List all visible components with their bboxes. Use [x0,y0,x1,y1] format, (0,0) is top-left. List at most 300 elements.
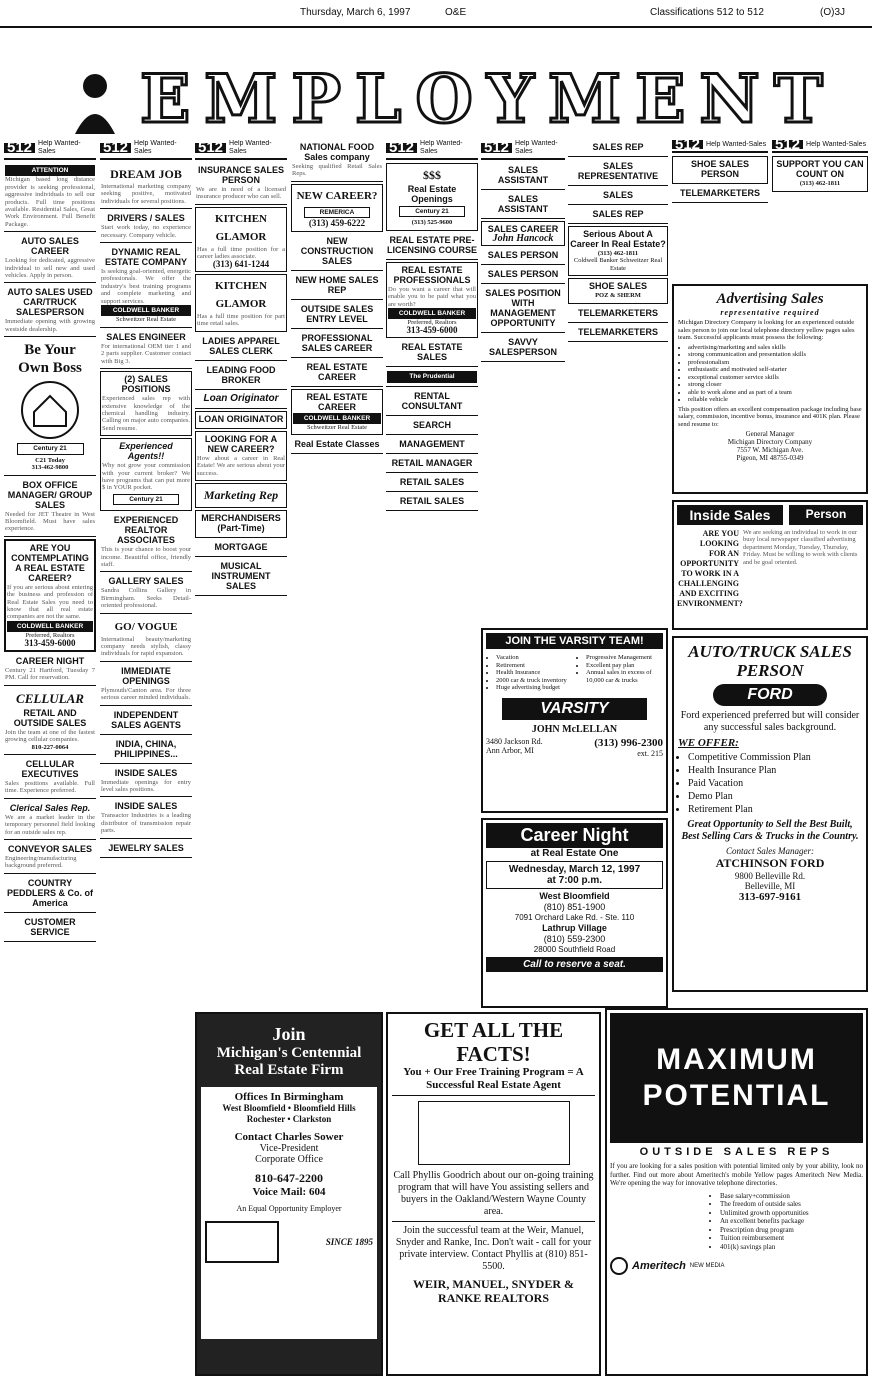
brooks-logo-image [205,1221,279,1263]
ad-customer [4,915,96,942]
ad-title: SUPPORT YOU CAN COUNT ON [776,159,864,180]
ad-title: MUSICAL INSTRUMENT SALES [211,561,271,592]
list-item: • 2000 car & truck inventory [496,677,573,685]
class-number: 512 [772,140,803,149]
list-item: • Retirement [496,662,573,670]
contact-name: Contact Charles Sower [234,1131,344,1143]
ad-title: DYNAMIC REAL ESTATE COMPANY [104,247,187,268]
ad-title: BOX OFFICE MANAGER/ GROUP SALES [7,479,93,510]
list-item: • enthusiastic and motivated self-starter [688,366,862,374]
ad-person-2 [481,267,565,284]
ad-management [386,437,478,454]
ad-title: Loan Originator [203,392,279,404]
column-head [772,140,868,153]
ameritech-footer [610,1257,863,1275]
ad-search [386,418,478,435]
opportunity-line: FOR AN [709,549,739,558]
ad-title: INDEPENDENT SALES AGENTS [111,709,181,730]
ad-title: EXPERIENCED REALTOR ASSOCIATES [113,515,179,546]
ad-retail-mgr [386,456,478,473]
ad-title: JEWELRY SALES [108,842,184,853]
ad-phone: (313) 459-6222 [308,218,366,229]
ad-title: LEADING FOOD BROKER [206,364,276,385]
ad-entry [291,302,383,329]
centennial-footer [205,1221,373,1263]
ad-title: SHOE SALES PERSON [690,159,749,180]
realtor-name: Coldwell Banker Schweitzer Real Estate [573,257,663,272]
contact-role: Corporate Office [255,1154,323,1165]
century21-logo: Century 21 [113,494,179,505]
firm-name: WEIR, MANUEL, SNYDER & RANKE REALTORS [412,1277,574,1305]
benefits-list [720,1192,863,1252]
contact-role: Vice-President [259,1143,319,1154]
ad-title: RETAIL MANAGER [391,457,473,468]
ad-title: SALES REP [592,209,644,219]
ad-opportunity [481,286,565,333]
address-line: Belleville, MI [744,881,796,891]
ad-used-car: AUTO SALES USED CAR/TRUCK SALESPERSON Immediate opening with growing westside dealership. [4,285,96,337]
ad-headline: Marketing Rep [203,488,279,503]
ad-phone: (313) 641-1244 [212,258,270,269]
training-photo-image [418,1101,570,1165]
opportunity-line: ARE YOU [702,529,739,538]
ad-title: REAL ESTATE PROFESSIONALS [393,264,471,285]
ad-title: RENTAL CONSULTANT [401,390,463,411]
banner-title: EMPLOYMENT [140,60,837,138]
list-item: • Huge advertising budget [496,684,573,692]
contact-line: General Manager [745,430,795,438]
ad-person [481,248,565,265]
ad-serious [568,226,668,276]
ad-prof [291,331,383,358]
list-item: • Vacation [496,654,573,662]
opportunity-line: CHALLENGING [678,579,739,588]
ad-new-career: LOOKING FOR A NEW CAREER? How about a career in Real Estate! We are serious about your success. [195,431,287,481]
ad-own-boss [4,339,96,475]
dealer-phone: 313-697-9161 [738,891,802,903]
ad-title: LOOKING FOR A NEW CAREER? [204,433,278,454]
ad-representative [568,159,668,186]
realtor-name: Preferred, Realtors [407,319,457,327]
inside-sales-body: ARE YOU LOOKING FOR AN OPPORTUNITY TO WORK IN A CHALLENGING AND EXCITING ENVIRONMENT? We are seeking an individual to work in our busy local newspaper classified advertising department Monday, Tuesday, Thursday, Friday. Must be willing to work with clients and be goal oriented. [677,529,858,608]
ad-professionals: REAL ESTATE PROFESSIONALS Do you want a career that will enable you to be paid what you are worth? COLDWELL BANKER Preferred, Realtors 313-459-6000 [386,262,478,338]
list-item: • Competitive Commission Plan [688,751,862,764]
dealer-name: ATCHINSON FORD [715,856,825,870]
ad-title: Serious About A Career In Real Estate? [570,229,666,249]
ad-advertising-sales [672,284,868,494]
ad-title: MERCHANDISERS (Part-Time) [201,513,281,534]
realtor-name: Preferred, Realtors [25,632,75,640]
ad-money [386,163,478,231]
requirements-list [688,344,862,404]
column-2 [100,140,192,1376]
list-item: • An excellent benefits package [720,1217,863,1226]
ad-newhome [291,273,383,300]
ad-jewelry [100,841,192,858]
ad-retail-sales [386,475,478,492]
ad-title: CONVEYOR SALES [7,844,92,855]
ad-new-career [291,184,383,232]
column-6 [481,140,565,630]
century21-logo: Century 21 [17,443,84,454]
ad-independent [100,708,192,735]
realtor-name: Schweitzer Real Estate [116,316,176,324]
ad-headline: AUTO/TRUCK SALES PERSON [688,642,852,680]
list-item: • reliable vehicle [688,396,862,404]
ad-title: INSIDE SALES [114,801,178,812]
ad-rental [386,389,478,416]
realtor-name: Schweitzer Real Estate [307,424,367,432]
page-number: (O)3J [820,7,845,18]
ad-subtitle: You + Our Free Training Program = A Successful Real Estate Agent [392,1066,595,1096]
ad-subtitle: at Real Estate One [530,848,619,859]
list-item: • Health Insurance [496,669,573,677]
event-details [486,861,663,889]
remerica-logo: REMERICA [304,207,370,218]
ad-telemarketers [672,186,768,203]
ad-loan [195,392,287,409]
ad-kitchen-2: KITCHEN GLAMOR Has a full time position for part time retail sales. [195,274,287,332]
ad-body: If you are looking for a sales position with potential limited only by your ability, look no further. Find out more about Ameritech's mobile Yellow pages Ameritech New Media. We're opening the way for innovative telephone directories. [610,1162,863,1187]
office-address: 28000 Southfield Road [533,945,616,954]
list-item: • Progressive Management [586,654,663,662]
ad-food-broker [195,363,287,390]
ad-title: RETAIL SALES [399,476,465,487]
ad-title: Clerical Sales Rep. [9,802,91,813]
address-line: 9800 Belleville Rd. [734,871,806,881]
ad-get-the-facts [386,1012,601,1376]
ad-title: SALES CAREER [487,224,559,234]
ad-headline: KITCHEN GLAMOR [215,212,267,243]
ad-title: ATTENTION [5,165,95,176]
event-time: at 7:00 p.m. [546,875,603,886]
ad-body: Call Phyllis Goodrich about our on-going training program that will have You assisting sellers and buyers in the Oakland/Western Wayne County area. [393,1170,594,1217]
address-line: Ann Arbor, MI [486,745,534,755]
ad-mortgage [195,540,287,557]
ad-title: REAL ESTATE CAREER [306,361,368,382]
ad-headline: $$$ [423,168,441,182]
ad-prelicense [386,233,478,260]
class-number: 512 [195,143,226,152]
class-label: Help Wanted-Sales [38,140,81,155]
ad-title: RETAIL AND OUTSIDE SALES [13,707,87,728]
column-head [4,140,96,160]
office-name: West Bloomfield [539,891,610,901]
column-head [672,140,768,153]
ad-title: SALES PERSON [487,250,559,261]
ad-shoe-person [672,156,768,184]
ad-headline: KITCHEN GLAMOR [215,280,267,311]
ad-title: Experienced Agents!! [119,441,173,462]
ad-headline: JOIN THE VARSITY TEAM! [486,633,663,649]
ad-title: LOAN ORIGINATOR [198,413,284,424]
list-item: • Paid Vacation [688,777,862,790]
ad-auto-sales: AUTO SALES CAREER Looking for dedicated, aggressive individual to sell new and used vehicles. Apply in person. [4,234,96,283]
phone-block [594,737,663,758]
ad-title: SEARCH [412,419,451,430]
ad-support [772,156,868,191]
ad-auto-truck [672,636,868,992]
ad-title: COUNTRY PEDDLERS & Co. of America [6,877,93,908]
centennial-details [201,1087,377,1339]
ad-title: TELEMARKETERS [577,326,658,337]
ameritech-sub: NEW MEDIA [689,1263,725,1269]
list-item: • exceptional customer service skills [688,374,862,382]
column-4 [291,140,383,940]
ad-headline: DREAM JOB [110,167,182,181]
ad-govogue: GO/ VOGUE International beauty/marketing company needs stylish, classy individuals for rapid expansion. [100,616,192,662]
ad-title: INSURANCE SALES PERSON [197,165,284,185]
ad-dream-job: DREAM JOB International marketing company seeking positive, motivated individuals for several positions. [100,163,192,209]
column-head [386,140,478,160]
list-item: • advertising/marketing and sales skills [688,344,862,352]
ad-box-office: BOX OFFICE MANAGER/ GROUP SALES Needed for JET Theatre in West Bloomfield. Must have sales experience. [4,478,96,537]
ad-headline: Career Night [486,823,663,848]
ad-title: TELEMARKETERS [577,307,658,318]
ad-title: REAL ESTATE CAREER [306,391,368,412]
ad-headline: CELLULAR [16,690,84,706]
column-3 [195,140,287,940]
ad-re-sales [386,340,478,367]
ad-title: NEW CONSTRUCTION SALES [300,235,374,266]
ad-title: INDIA, CHINA, PHILIPPINES... [114,738,178,759]
ad-title: PROFESSIONAL SALES CAREER [301,332,373,353]
list-item: • 401(k) savings plan [720,1243,863,1252]
ad-savvy [481,335,565,362]
ad-title: SALES REP [592,142,644,152]
paper-name: O&E [445,7,467,18]
column-1 [4,140,96,1376]
ad-engineer: SALES ENGINEER For international OEM tier 1 and 2 parts supplier. Customer contact with Big 3. [100,330,192,369]
offers-list [496,654,573,692]
ad-inside-sales-person [672,500,868,630]
hancock-logo: John Hancock [492,233,554,244]
ad-title: SALES ENGINEER [106,331,186,342]
ad-insurance: INSURANCE SALES PERSON We are in need of a licensed insurance producer who can sell. [195,163,287,205]
ad-title: SALES PERSON [487,269,559,280]
ad-contemplating: ARE YOU CONTEMPLATING A REAL ESTATE CAREER? If you are serious about entering the business and profession of Real Estate Sales you need to know that all real estate companies are not the same. COLDWELL BANKER Preferred, Realtors 313-459-6000 [4,539,96,652]
c21-phone: 313-462-9800 [31,464,69,472]
equal-opportunity: An Equal Opportunity Employer [236,1204,342,1213]
ad-title: IMMEDIATE OPENINGS [121,665,171,686]
ad-headline: GO/ VOGUE [114,620,178,633]
ad-title: SALES POSITION WITH MANAGEMENT OPPORTUNITY [485,288,561,329]
ad-title: CUSTOMER SERVICE [24,916,76,937]
ad-attention: ATTENTION Michigan based long distance provider is seeking professional, aggressive individuals to sell our products. Full time positions available. Residential Sales, Great Work Environment. Full Benefit Package. [4,163,96,232]
class-number: 512 [672,140,703,149]
coldwell-logo: COLDWELL BANKER [7,621,93,632]
ad-title: OUTSIDE SALES ENTRY LEVEL [300,303,374,324]
ad-gallery: GALLERY SALES Sandra Collins Gallery in Birmingham. Seeks Detail-oriented professional. [100,574,192,613]
opportunity-line: LOOKING [699,539,739,548]
list-item: • Retirement Plan [688,803,862,816]
column-head [100,140,192,160]
ad-title: SALES [602,190,633,200]
ad-loan-2 [195,411,287,429]
worker-icon [60,64,130,134]
ad-career-night-event [481,818,668,1008]
list-item: • strong closer [688,381,862,389]
coldwell-logo: COLDWELL BANKER [293,413,381,424]
contact-name: JOHN McLELLAN [531,723,618,735]
ad-two-positions: (2) SALES POSITIONS Experienced sales rep with extensive knowledge of the chemical handling industry. Calling on major auto companies. Send resume. [100,371,192,436]
ad-clerical: Clerical Sales Rep. We are a market leader in the temporary personnel field looking for an outside sales rep. [4,801,96,840]
event-date: Wednesday, March 12, 1997 [508,864,641,875]
ad-title: MANAGEMENT [399,438,465,449]
coldwell-logo: COLDWELL BANKER [388,308,476,319]
column-8-left [672,140,768,205]
ford-logo: FORD [713,684,827,706]
ad-title: Real Estate Classes [294,439,380,450]
ad-title: SALES ASSISTANT [497,194,549,214]
ad-body-2: Join the successful team at the Weir, Manuel, Snyder and Ranke, Inc. Don't wait - call for your private interview. Contact Phyllis at (810) 851-5500. [392,1221,595,1273]
opportunity-list [677,529,743,609]
list-item: • Health Insurance Plan [688,764,862,777]
ad-title: DRIVERS / SALES [107,213,185,224]
ad-title: REAL ESTATE SALES [401,342,463,363]
class-label: Help Wanted-Sales [706,140,767,148]
ad-title: LADIES APPAREL SALES CLERK [202,335,280,356]
section-label: Classifications 512 to 512 [650,7,764,18]
ad-title: Michigan's Centennial Real Estate Firm [216,1045,362,1078]
list-item: • Base salary+commission [720,1192,863,1201]
ad-sales-career [481,221,565,246]
ad-phone: (313) 462-1811 [597,250,639,257]
ad-title: SALES REPRESENTATIVE [577,161,659,181]
ad-country [4,876,96,913]
ad-benefits: This position offers an excellent compensation package including base salary, commission, incentive bonus, insurance and 401K plan. Please send resume to: [678,405,862,428]
ad-india [100,737,192,764]
ad-headline-2: Own Boss [18,360,82,377]
ad-tele-2 [568,325,668,342]
address-line: 3480 Jackson Rd. [486,736,543,746]
column-head [195,140,287,160]
ad-drivers: DRIVERS / SALES Start work today, no experience necessary. Company vehicle. [100,211,192,243]
ad-varsity [481,628,668,813]
ad-title: MORTGAGE [214,542,268,553]
opportunity-line: AND EXCITING [679,589,739,598]
opportunity-line: ENVIRONMENT? [677,599,743,608]
ad-shoe [568,278,668,303]
ad-merchandisers [195,510,287,538]
ad-headline: NEW CAREER? [296,189,378,202]
class-label: Help Wanted-Sales [420,140,463,155]
phone: (313) 996-2300 [594,736,663,749]
class-label: Help Wanted-Sales [806,140,867,148]
phone: 810-647-2200 [255,1171,323,1185]
ad-title: REAL ESTATE PRE-LICENSING COURSE [387,234,478,255]
page-header [0,0,872,28]
c21-office: C21 Today [35,456,65,464]
ad-experienced-agents: Experienced Agents!! Why not grow your commission with your current broker? We have programs that can put more $ in YOUR pocket. Century 21 [100,438,192,511]
office-address: 7091 Orchard Lake Rd. - Ste. 110 [514,913,635,922]
ad-headline: Advertising Sales [716,291,824,307]
since-year: SINCE 1895 [325,1237,373,1247]
ad-title: SALES ASSISTANT [497,165,549,185]
ad-kitchen-1: KITCHEN GLAMOR Has a full time position for a career ladies associate. (313) 641-1244 [195,207,287,272]
ad-classes [291,437,383,454]
varsity-offers [486,652,663,694]
list-item: • strong communication and presentation skills [688,351,862,359]
ad-career-night: CAREER NIGHT Century 21 Hartford, Tuesday 7 PM. Call for reservation. [4,654,96,686]
ad-title: AUTO SALES CAREER [21,236,79,257]
house-icon [20,380,80,440]
class-number: 512 [100,143,131,152]
ad-inside-sales-2: INSIDE SALES Transactor Industries is a leading distributor of transmission repair parts. [100,799,192,838]
contact-line: Pigeon, MI 48755-0349 [736,454,804,462]
reserve-line: Call to reserve a seat. [486,957,663,972]
ad-title: CAREER NIGHT [15,655,85,666]
list-item: • able to work alone and as part of a team [688,389,862,397]
list-item: • Demo Plan [688,790,862,803]
ad-sales [568,188,668,205]
realtor-phone: 313-459-6000 [24,637,76,648]
offices: Offices In Birmingham [234,1091,344,1103]
ad-ladies [195,334,287,361]
list-item: • The freedom of outside sales [720,1200,863,1209]
ad-body: Ford experienced preferred but will consider any successful sales background. [680,710,860,733]
varsity-contact [486,737,663,758]
store-name: POZ & SHERM [595,292,641,300]
ad-title: INSIDE SALES [114,767,178,778]
class-number: 512 [386,143,417,152]
ad-cellular: CELLULAR RETAIL AND OUTSIDE SALES Join the team at one of the fastest growing cellular companies. 810-227-0064 [4,688,96,755]
phone-ext: ext. 215 [637,748,663,758]
voice-mail: Voice Mail: 604 [252,1186,326,1198]
ameritech-logo: Ameritech [632,1260,686,1272]
offers-list-2 [586,654,663,692]
opportunity-line: OPPORTUNITY [680,559,739,568]
ad-assistant-2 [481,192,565,219]
ad-retail-sales-2 [386,494,478,511]
contact-line: 7557 W. Michigan Ave. [736,446,804,454]
offer-list [688,751,862,816]
inside-sales-headline [677,505,863,525]
class-label: Help Wanted-Sales [229,140,272,155]
ad-subtitle: Person [789,505,863,525]
ad-realtor-associates: EXPERIENCED REALTOR ASSOCIATES This is your chance to boost your income. Beautiful office, friendly staff. [100,513,192,572]
class-number: 512 [4,143,35,152]
ad-dynamic: DYNAMIC REAL ESTATE COMPANY Is seeking goal-oriented, energetic professionals. We offer the industry's best training programs and complete marketing and support services. COLDWELL BANKER Schweitzer Real Estate [100,245,192,328]
contact-block [678,430,862,462]
ad-headline: Inside Sales [677,505,783,525]
class-label: Help Wanted-Sales [134,140,177,155]
list-item: • Excellent pay plan [586,662,663,670]
ad-headline: GET ALL THE FACTS! [423,1018,564,1066]
ad-national-food: NATIONAL FOOD Sales company Seeking qualified Retail Sales Reps. [291,140,383,182]
ad-assistant [481,163,565,190]
century21-logo: Century 21 [399,206,465,217]
cities: West Bloomfield • Bloomfield Hills Rochester • Clarkston [222,1103,356,1124]
ad-title: CELLULAR EXECUTIVES [21,759,79,779]
issue-date: Thursday, March 6, 1997 [300,7,411,18]
ad-headline: Be Your [24,342,76,359]
ad-rep-2 [568,207,668,224]
employment-banner [60,60,837,138]
list-item: • Tuition reimbursement [720,1234,863,1243]
ad-phone: 810-227-0064 [31,743,69,751]
ad-title: AUTO SALES USED CAR/TRUCK SALESPERSON [7,287,93,318]
ad-prudential [386,369,478,386]
ad-cellular-exec: CELLULAR EXECUTIVES Sales positions available. Full time. Experience preferred. [4,757,96,799]
column-5 [386,140,478,940]
ad-re-career-2 [291,389,383,436]
ad-inside-sales: INSIDE SALES Immediate openings for entry level sales positions. [100,766,192,798]
ad-phone: (313) 525-9600 [411,219,453,227]
ad-construction [291,234,383,271]
ad-re-career [291,360,383,387]
list-item: • professionalism [688,359,862,367]
